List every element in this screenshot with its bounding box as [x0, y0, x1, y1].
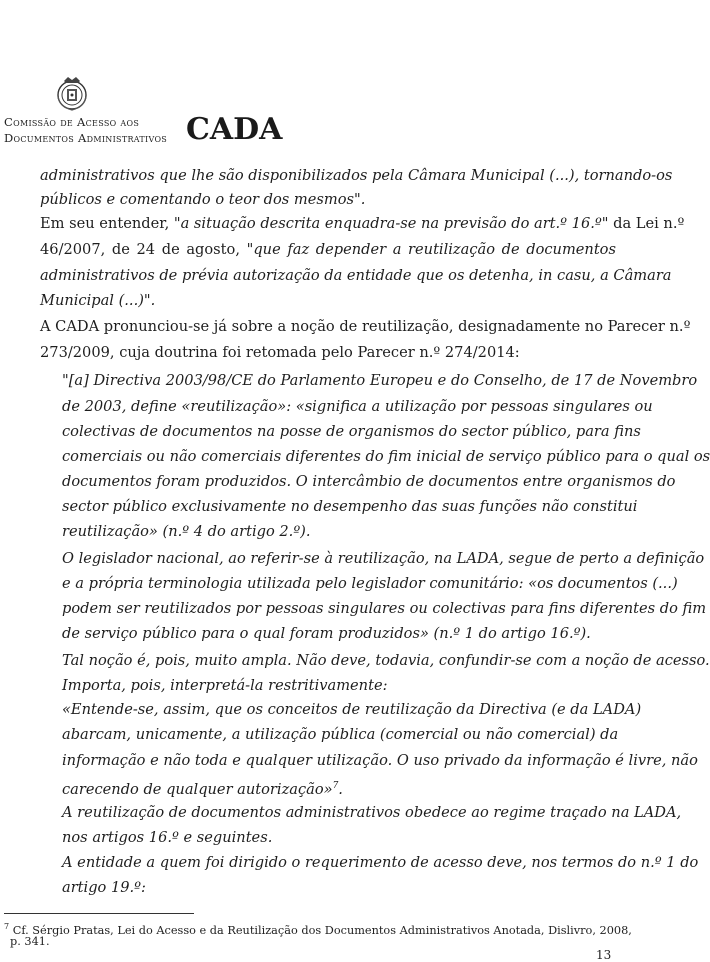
- quote-line: reutilização» (n.º 4 do artigo 2.º).: [62, 523, 311, 540]
- quote-line: [62, 776, 343, 800]
- quote-line: sector público exclusivamente no desempenho das suas funções não constitui: [62, 498, 638, 515]
- org-name-line-2: Documentos Administrativos: [4, 131, 168, 145]
- paragraph-line: administrativos que lhe são disponibilizados pela Câmara Municipal (...), tornando-os: [40, 167, 673, 184]
- text-span: Em seu entender,: [40, 215, 174, 232]
- footnote-continuation: p. 341.: [10, 935, 50, 948]
- org-name-line-1: Comissão de Acesso aos: [4, 115, 140, 129]
- paragraph-line: públicos e comentando o teor dos mesmos".: [40, 191, 366, 208]
- quote-line: e a própria terminologia utilizada pelo legislador comunitário: «os documentos (...): [62, 575, 678, 592]
- paragraph-line: 273/2009, cuja doutrina foi retomada pelo Parecer n.º 274/2014:: [40, 344, 520, 361]
- quote-span: "que faz depender a reutilização de documentos: [246, 241, 616, 258]
- quote-line: colectivas de documentos na posse de organismos do sector público, para fins: [62, 423, 641, 440]
- quote-line: de 2003, define «reutilização»: «significa a utilização por pessoas singulares ou: [62, 398, 653, 415]
- footnote-marker: 7: [4, 922, 10, 931]
- cada-logo-text: CADA: [186, 112, 283, 147]
- quote-line: Importa, pois, interpretá-la restritivamente:: [62, 677, 388, 694]
- quote-line: «Entende-se, assim, que os conceitos de reutilização da Directiva (e da LADA): [62, 701, 642, 718]
- paragraph-line: administrativos de prévia autorização da entidade que os detenha, in casu, a Câmara: [40, 267, 672, 284]
- quote-line: O legislador nacional, ao referir-se à reutilização, na LADA, segue de perto a definição: [62, 550, 705, 567]
- quote-line: abarcam, unicamente, a utilização pública (comercial ou não comercial) da: [62, 726, 619, 743]
- quote-line: "[a] Directiva 2003/98/CE do Parlamento Europeu e do Conselho, de 17 de Novembro: [62, 372, 698, 389]
- text-span: 46/2007, de 24 de agosto,: [40, 241, 247, 258]
- quote-line: A reutilização de documentos administrativos obedece ao regime traçado na LADA,: [62, 804, 682, 821]
- organization-name: [4, 114, 204, 146]
- quote-line: A entidade a quem foi dirigido o requerimento de acesso deve, nos termos do n.º 1 do: [62, 854, 699, 871]
- quote-line: informação e não toda e qualquer utilização. O uso privado da informação é livre, não: [62, 752, 698, 769]
- quote-line: de serviço público para o qual foram produzidos» (n.º 1 do artigo 16.º).: [62, 625, 591, 642]
- quote-line: documentos foram produzidos. O intercâmbio de documentos entre organismos do: [62, 473, 676, 490]
- quote-line: podem ser reutilizados por pessoas singulares ou colectivas para fins diferentes do fim: [62, 600, 707, 617]
- quote-line: Tal noção é, pois, muito ampla. Não deve, todavia, confundir-se com a noção de acesso.: [62, 652, 710, 669]
- footnote-reference: 7: [332, 781, 339, 791]
- paragraph-line: Municipal (...)".: [40, 292, 156, 309]
- footnote: [4, 919, 632, 938]
- text-span: carecendo de qualquer autorização»: [62, 780, 333, 798]
- quote-line: artigo 19.º:: [62, 879, 146, 896]
- paragraph-line: A CADA pronunciou-se já sobre a noção de reutilização, designadamente no Parecer n.º: [40, 318, 691, 335]
- paragraph-line: [40, 240, 616, 260]
- text-span: .: [338, 780, 343, 798]
- footnote-text: Cf. Sérgio Pratas, Lei do Acesso e da Reutilização dos Documentos Administrativos Anotada, Dislivro, 2008,: [12, 923, 632, 937]
- quote-line: comerciais ou não comerciais diferentes do fim inicial de serviço público para o qual os: [62, 448, 710, 465]
- cada-logo: [186, 112, 290, 147]
- crest-icon: [52, 73, 92, 113]
- page-number: 13: [596, 948, 612, 962]
- text-span: da Lei n.º: [608, 215, 685, 232]
- footnote-divider: [4, 913, 194, 914]
- quote-line: nos artigos 16.º e seguintes.: [62, 829, 273, 846]
- quote-span: "a situação descrita enquadra-se na previsão do art.º 16.º": [173, 215, 609, 232]
- paragraph-line: [40, 214, 684, 234]
